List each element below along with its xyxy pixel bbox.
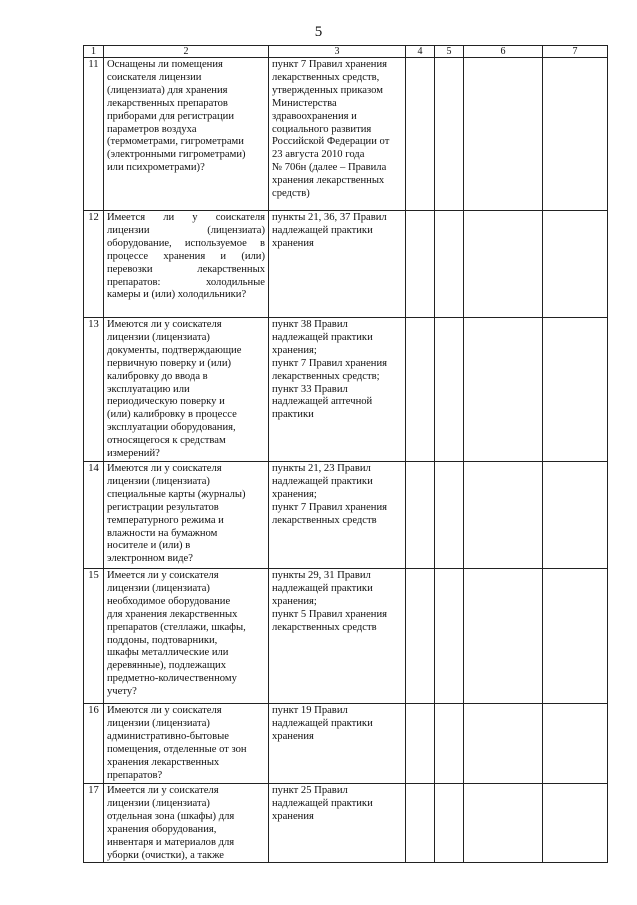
question-line: помещения, отделенные от зон (107, 743, 247, 755)
question-line: электронном виде? (107, 553, 193, 565)
question-line: Имеются ли у соискателя (107, 704, 222, 716)
reference-cell (269, 783, 406, 862)
table-row (84, 461, 608, 568)
reference-line: надлежащей практики (272, 331, 373, 343)
reference-line: надлежащей практики (272, 717, 373, 729)
reference-line: № 706н (далее – Правила (272, 162, 387, 174)
empty-cell-col-6 (464, 461, 543, 568)
empty-cell-col-7 (543, 58, 608, 211)
reference-line: лекарственных средств; (272, 370, 380, 382)
reference-line: пункт 7 Правил хранения (272, 59, 388, 70)
reference-line: пункт 19 Правил (272, 704, 348, 716)
table-row (84, 703, 608, 783)
reference-line: пункт 25 Правил (272, 784, 348, 796)
row-number: 15 (84, 568, 104, 703)
reference-cell (269, 568, 406, 703)
question-line: параметров воздуха (107, 123, 197, 135)
question-line: носителе и (или) в (107, 540, 191, 552)
reference-line: лекарственных средств (272, 514, 377, 526)
question-line: хранения лекарственных (107, 756, 220, 768)
question-line: лицензии (лицензиата) (107, 582, 210, 594)
empty-cell-col-5 (435, 318, 464, 462)
column-number: 6 (464, 46, 543, 58)
question-line: процессе хранения и (или) (107, 250, 265, 262)
question-line: специальные карты (журналы) (107, 488, 246, 500)
reference-line: пункты 21, 23 Правил (272, 462, 371, 474)
empty-cell-col-7 (543, 568, 608, 703)
reference-line: здравоохранения и (272, 110, 357, 122)
table-row (84, 58, 608, 211)
question-line: камеры и (или) холодильники? (107, 289, 247, 301)
question-line: лицензии (лицензиата) (107, 475, 210, 487)
question-line: эксплуатацию или (107, 383, 190, 395)
question-line: соискателя лицензии (107, 71, 202, 83)
reference-line: 23 августа 2010 года (272, 149, 365, 161)
empty-cell-col-4 (406, 568, 435, 703)
empty-cell-col-5 (435, 703, 464, 783)
question-line: документы, подтверждающие (107, 344, 242, 356)
question-line: лицензии (лицензиата) (107, 331, 210, 343)
column-number: 2 (104, 46, 269, 58)
question-line: Имеется ли у соискателя (107, 784, 219, 796)
question-line: уборки (очистки), а также (107, 849, 224, 861)
empty-cell-col-6 (464, 211, 543, 318)
empty-cell-col-4 (406, 58, 435, 211)
question-cell (104, 211, 269, 318)
question-line: эксплуатации оборудования, (107, 422, 236, 434)
column-number: 3 (269, 46, 406, 58)
empty-cell-col-4 (406, 703, 435, 783)
reference-cell (269, 318, 406, 462)
reference-line: пункты 29, 31 Правил (272, 569, 371, 581)
question-line: (или) калибровку в процессе (107, 409, 237, 421)
question-line: (термометрами, гигрометрами (107, 136, 244, 148)
question-line: (лицензиата) для хранения (107, 84, 228, 96)
question-line: учету? (107, 686, 137, 698)
reference-line: хранения; (272, 595, 317, 607)
question-line: (электронными гигрометрами) (107, 149, 246, 161)
question-line: лицензии (лицензиата) (107, 224, 265, 236)
question-line: или психрометрами)? (107, 162, 205, 174)
question-line: для хранения лекарственных (107, 608, 238, 620)
empty-cell-col-6 (464, 58, 543, 211)
question-line: поддоны, подтоварники, (107, 634, 218, 646)
question-line: Имеется ли у соискателя (107, 212, 265, 223)
reference-line: надлежащей практики (272, 475, 373, 487)
question-cell (104, 703, 269, 783)
question-line: необходимое оборудование (107, 595, 231, 607)
empty-cell-col-7 (543, 783, 608, 862)
reference-line: социального развития (272, 123, 372, 135)
table-row (84, 568, 608, 703)
reference-line: пункт 5 Правил хранения (272, 608, 388, 620)
question-line: приборами для регистрации (107, 110, 235, 122)
question-line: измерений? (107, 448, 160, 460)
question-line: первичную поверку и (или) (107, 357, 232, 369)
column-number: 1 (84, 46, 104, 58)
row-number: 12 (84, 211, 104, 318)
question-line: периодическую поверку и (107, 396, 225, 408)
reference-line: лекарственных средств (272, 621, 377, 633)
question-cell (104, 568, 269, 703)
reference-line: хранения (272, 730, 314, 742)
checklist-table (83, 45, 608, 863)
reference-line: надлежащей практики (272, 224, 373, 236)
empty-cell-col-6 (464, 318, 543, 462)
question-line: лицензии (лицензиата) (107, 717, 210, 729)
reference-line: лекарственных средств, (272, 71, 380, 83)
table-row (84, 211, 608, 318)
table-row (84, 783, 608, 862)
empty-cell-col-6 (464, 568, 543, 703)
question-cell (104, 783, 269, 862)
question-line: калибровку до ввода в (107, 370, 208, 382)
reference-line: пункты 21, 36, 37 Правил (272, 212, 387, 223)
reference-line: пункт 33 Правил (272, 383, 348, 395)
empty-cell-col-6 (464, 703, 543, 783)
question-line: препаратов (стеллажи, шкафы, (107, 621, 246, 633)
reference-line: хранения (272, 237, 314, 249)
row-number: 16 (84, 703, 104, 783)
empty-cell-col-7 (543, 461, 608, 568)
empty-cell-col-4 (406, 318, 435, 462)
question-line: Оснащены ли помещения (107, 59, 223, 70)
empty-cell-col-5 (435, 58, 464, 211)
reference-line: Министерства (272, 97, 337, 109)
page-number: 5 (314, 24, 323, 40)
question-line: отдельная зона (шкафы) для (107, 810, 235, 822)
question-line: деревянные), подлежащих (107, 660, 226, 672)
question-line: оборудование, используемое в (107, 237, 265, 249)
reference-line: средств) (272, 188, 310, 200)
reference-line: практики (272, 409, 314, 421)
reference-line: хранения (272, 810, 314, 822)
empty-cell-col-4 (406, 783, 435, 862)
empty-cell-col-4 (406, 211, 435, 318)
question-line: Имеется ли у соискателя (107, 569, 219, 581)
reference-line: хранения; (272, 344, 317, 356)
reference-line: пункт 38 Правил (272, 319, 348, 330)
empty-cell-col-7 (543, 703, 608, 783)
empty-cell-col-5 (435, 783, 464, 862)
reference-cell (269, 461, 406, 568)
empty-cell-col-7 (543, 211, 608, 318)
row-number: 14 (84, 461, 104, 568)
question-cell (104, 318, 269, 462)
question-line: предметно-количественному (107, 673, 237, 685)
question-line: Имеются ли у соискателя (107, 319, 222, 330)
question-cell (104, 461, 269, 568)
empty-cell-col-5 (435, 211, 464, 318)
question-line: лекарственных препаратов (107, 97, 228, 109)
question-line: влажности на бумажном (107, 527, 218, 539)
reference-line: хранения лекарственных (272, 175, 385, 187)
empty-cell-col-4 (406, 461, 435, 568)
question-line: температурного режима и (107, 514, 224, 526)
question-line: регистрации результатов (107, 501, 219, 513)
reference-line: надлежащей практики (272, 582, 373, 594)
empty-cell-col-5 (435, 461, 464, 568)
question-line: инвентаря и материалов для (107, 836, 235, 848)
reference-line: пункт 7 Правил хранения (272, 501, 388, 513)
empty-cell-col-5 (435, 568, 464, 703)
row-number: 11 (84, 58, 104, 211)
reference-cell (269, 703, 406, 783)
question-line: относящегося к средствам (107, 435, 226, 447)
question-line: Имеются ли у соискателя (107, 462, 222, 474)
question-cell (104, 58, 269, 211)
reference-line: Российской Федерации от (272, 136, 390, 148)
column-number: 4 (406, 46, 435, 58)
column-number: 5 (435, 46, 464, 58)
question-line: хранения оборудования, (107, 823, 217, 835)
reference-line: надлежащей аптечной (272, 396, 373, 408)
table-row (84, 318, 608, 462)
empty-cell-col-6 (464, 783, 543, 862)
reference-cell (269, 211, 406, 318)
reference-line: утвержденных приказом (272, 84, 383, 96)
question-line: административно-бытовые (107, 730, 229, 742)
column-number: 7 (543, 46, 608, 58)
question-line: перевозки лекарственных (107, 263, 265, 275)
reference-line: пункт 7 Правил хранения (272, 357, 388, 369)
row-number: 13 (84, 318, 104, 462)
reference-cell (269, 58, 406, 211)
row-number: 17 (84, 783, 104, 862)
question-line: шкафы металлические или (107, 647, 229, 659)
reference-line: надлежащей практики (272, 797, 373, 809)
question-line: препаратов: холодильные (107, 276, 265, 288)
reference-line: хранения; (272, 488, 317, 500)
empty-cell-col-7 (543, 318, 608, 462)
question-line: лицензии (лицензиата) (107, 797, 210, 809)
column-number-row (84, 46, 608, 58)
question-line: препаратов? (107, 769, 163, 781)
